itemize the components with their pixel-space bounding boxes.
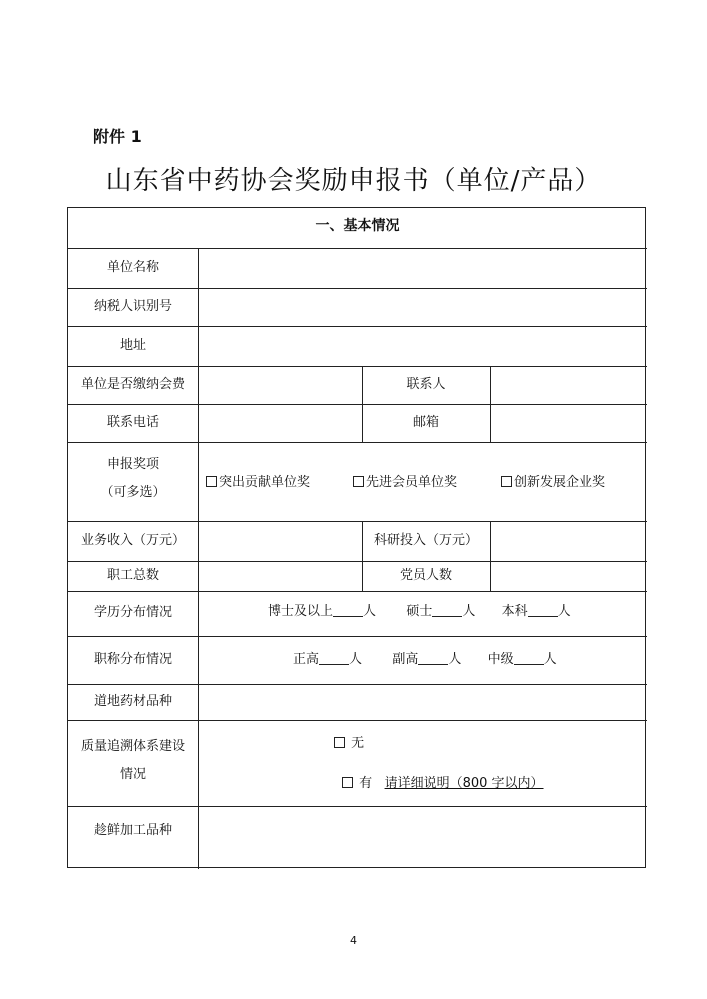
label-contact-person: 联系人 — [406, 377, 446, 392]
label-award-apply-note: （可多选） — [100, 485, 166, 500]
page-number: 4 — [350, 934, 357, 947]
fill-blank[interactable] — [514, 652, 544, 665]
row-divider — [68, 288, 647, 289]
label-business-income: 业务收入（万元） — [80, 533, 185, 548]
fill-blank[interactable] — [432, 604, 462, 617]
label-party-members: 党员人数 — [399, 568, 452, 583]
label-award-apply: 申报奖项 — [106, 457, 159, 472]
label-unit-name: 单位名称 — [106, 260, 159, 275]
row-divider — [68, 806, 647, 807]
label-authentic-herbs: 道地药材品种 — [93, 694, 172, 709]
checkbox-icon[interactable] — [353, 476, 364, 487]
label-tax-id: 纳税人识别号 — [93, 299, 172, 314]
attachment-label: 附件 1 — [93, 127, 142, 146]
quality-detail-note: 请详细说明（800 字以内） — [384, 776, 544, 791]
column-divider — [490, 521, 491, 591]
label-fee-paid: 单位是否缴纳会费 — [80, 377, 185, 392]
label-fresh-processing: 趁鲜加工品种 — [93, 823, 172, 838]
label-rd-investment: 科研投入（万元） — [373, 533, 478, 548]
column-divider — [198, 248, 199, 869]
row-divider — [68, 591, 647, 592]
row-divider — [68, 561, 647, 562]
row-divider — [68, 366, 647, 367]
title-distribution: 正高 人 副高 人 中级 人 — [293, 652, 557, 667]
row-divider — [68, 248, 647, 249]
page-title: 山东省中药协会奖励申报书（单位/产品） — [105, 166, 602, 196]
label-education: 学历分布情况 — [93, 605, 172, 620]
row-divider — [68, 326, 647, 327]
award-option[interactable]: 先进会员单位奖 — [353, 471, 457, 490]
fill-blank[interactable] — [319, 652, 349, 665]
fill-blank[interactable] — [418, 652, 448, 665]
label-title-dist: 职称分布情况 — [93, 652, 172, 667]
award-option[interactable]: 突出贡献单位奖 — [206, 471, 310, 490]
label-total-staff: 职工总数 — [106, 568, 159, 583]
quality-option-none[interactable]: 无 — [334, 732, 364, 751]
section-title: 一、基本情况 — [315, 218, 400, 234]
checkbox-icon[interactable] — [501, 476, 512, 487]
row-divider — [68, 684, 647, 685]
checkbox-icon[interactable] — [342, 777, 353, 788]
award-option[interactable]: 创新发展企业奖 — [501, 471, 605, 490]
quality-option-yes[interactable]: 有 请详细说明（800 字以内） — [342, 772, 544, 791]
label-quality: 质量追溯体系建设 — [80, 739, 185, 754]
checkbox-icon[interactable] — [206, 476, 217, 487]
row-divider — [68, 521, 647, 522]
checkbox-icon[interactable] — [334, 737, 345, 748]
application-form-table — [67, 207, 646, 868]
fill-blank[interactable] — [333, 604, 363, 617]
label-email: 邮箱 — [412, 415, 439, 430]
label-address: 地址 — [119, 338, 146, 353]
row-divider — [68, 442, 647, 443]
row-divider — [68, 720, 647, 721]
column-divider — [490, 366, 491, 442]
label-quality-cont: 情况 — [119, 767, 146, 782]
row-divider — [68, 636, 647, 637]
education-distribution: 博士及以上 人 硕士 人 本科 人 — [268, 604, 571, 619]
label-phone: 联系电话 — [106, 415, 159, 430]
fill-blank[interactable] — [528, 604, 558, 617]
row-divider — [68, 404, 647, 405]
